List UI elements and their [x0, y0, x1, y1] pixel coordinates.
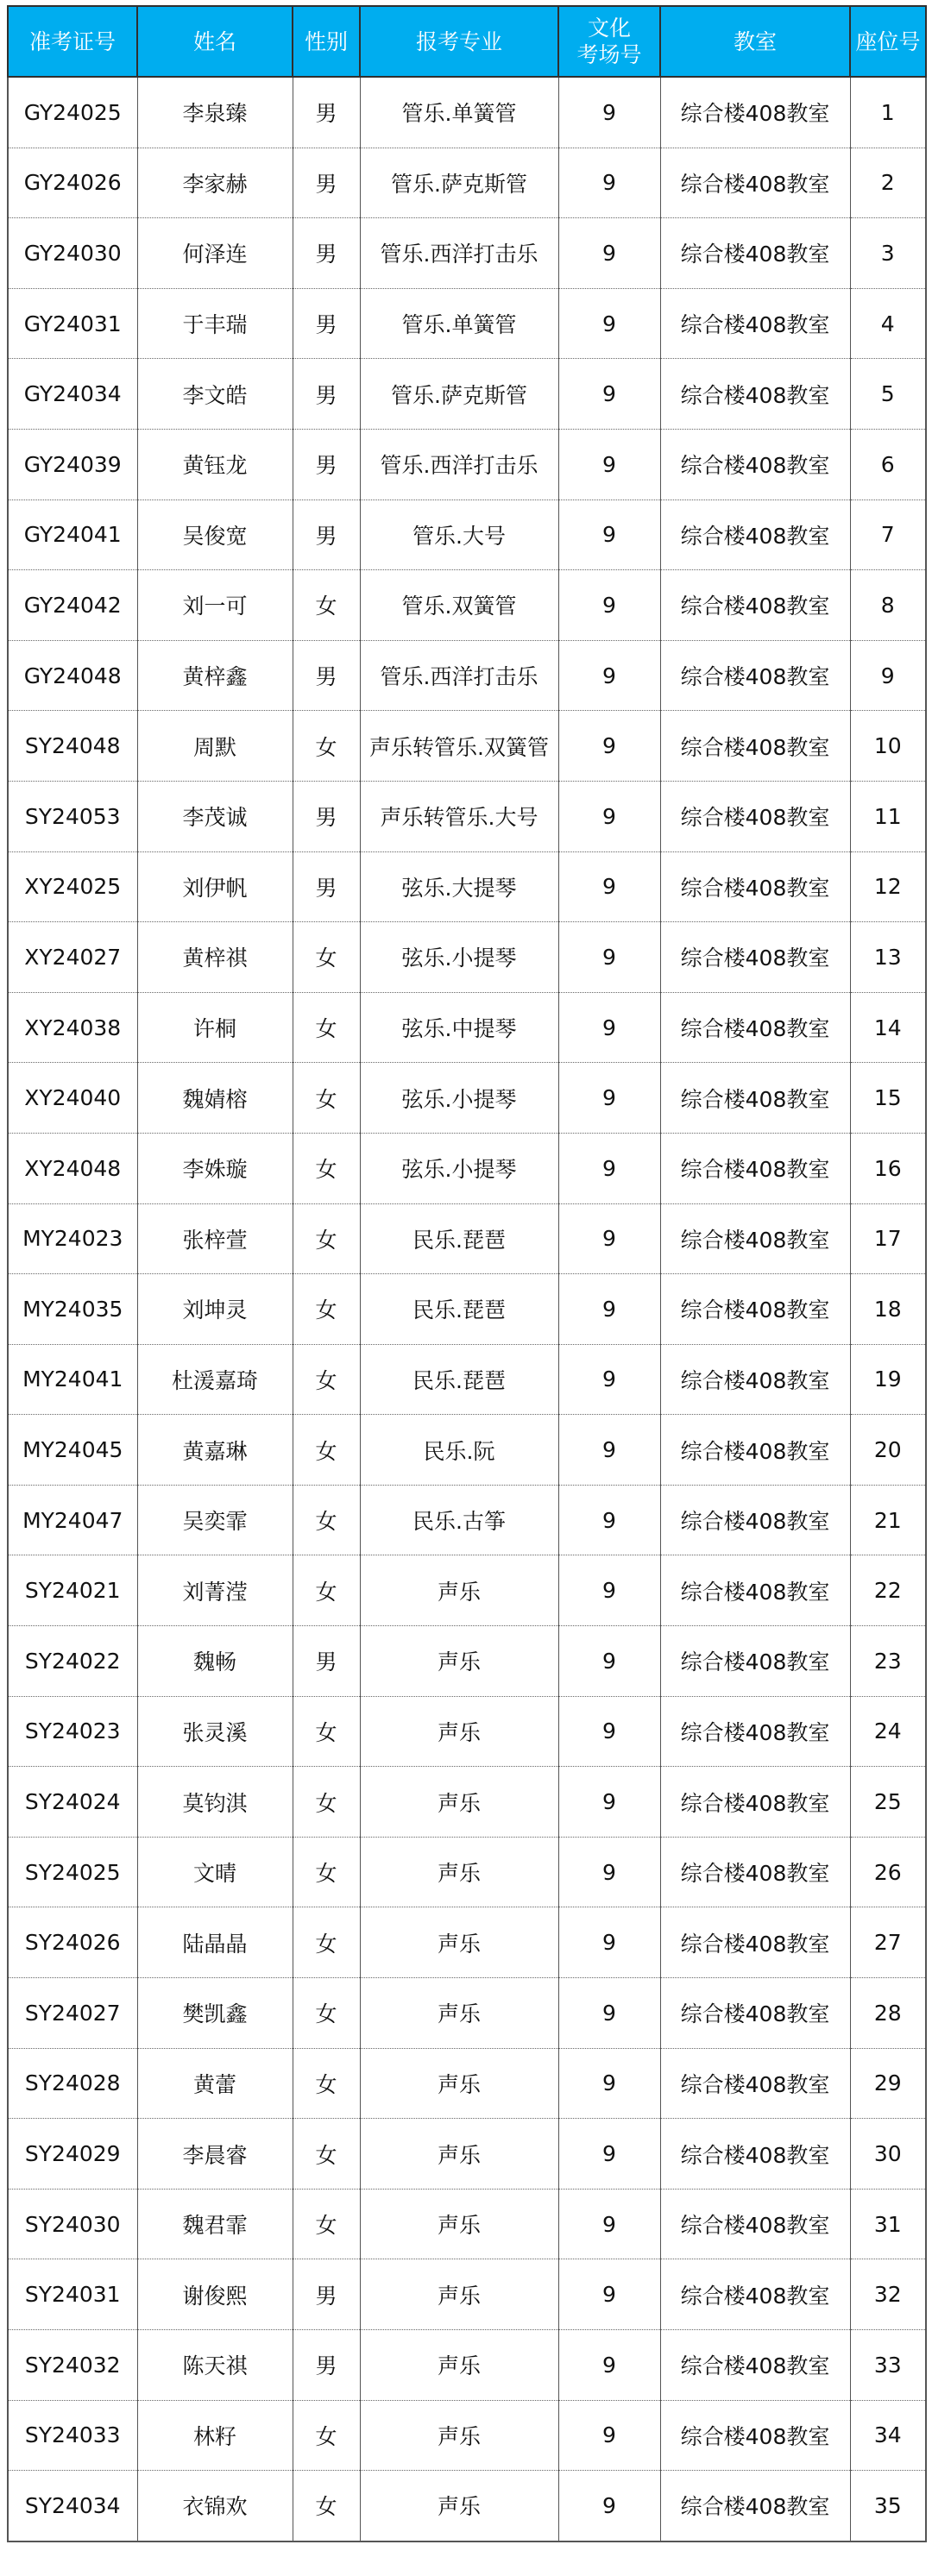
cell-classroom: 综合楼408教室 — [660, 1837, 850, 1907]
table-row — [8, 2259, 926, 2330]
cell-seat-number: 34 — [850, 2400, 926, 2471]
cell-seat-number: 4 — [850, 288, 926, 359]
cell-seat-number: 10 — [850, 711, 926, 782]
cell-seat-number: 9 — [850, 640, 926, 711]
cell-admission-number: GY24030 — [8, 218, 137, 289]
cell-seat-number: 15 — [850, 1063, 926, 1134]
cell-exam-room-number: 9 — [558, 1063, 660, 1134]
header-exam-room-line2: 考场号 — [576, 42, 642, 67]
table-row — [8, 148, 926, 218]
cell-admission-number: MY24035 — [8, 1274, 137, 1345]
cell-name: 黄梓祺 — [137, 922, 293, 993]
table-row — [8, 1203, 926, 1274]
cell-admission-number: GY24042 — [8, 570, 137, 641]
cell-exam-room-number: 9 — [558, 148, 660, 218]
cell-classroom: 综合楼408教室 — [660, 2048, 850, 2119]
cell-name: 莫钧淇 — [137, 1767, 293, 1838]
cell-major: 管乐.大号 — [360, 499, 558, 570]
cell-exam-room-number: 9 — [558, 1485, 660, 1555]
cell-gender: 男 — [293, 640, 360, 711]
cell-name: 魏畅 — [137, 1626, 293, 1697]
cell-exam-room-number: 9 — [558, 499, 660, 570]
table-row — [8, 711, 926, 782]
cell-classroom: 综合楼408教室 — [660, 2189, 850, 2259]
cell-name: 衣锦欢 — [137, 2471, 293, 2541]
cell-seat-number: 21 — [850, 1485, 926, 1555]
cell-name: 吴俊宽 — [137, 499, 293, 570]
cell-classroom: 综合楼408教室 — [660, 1133, 850, 1203]
cell-admission-number: MY24045 — [8, 1415, 137, 1486]
cell-classroom: 综合楼408教室 — [660, 2119, 850, 2190]
cell-exam-room-number: 9 — [558, 922, 660, 993]
cell-exam-room-number: 9 — [558, 1696, 660, 1767]
cell-major: 管乐.西洋打击乐 — [360, 640, 558, 711]
cell-seat-number: 27 — [850, 1907, 926, 1978]
cell-gender: 女 — [293, 570, 360, 641]
cell-gender: 女 — [293, 2400, 360, 2471]
cell-major: 声乐 — [360, 2400, 558, 2471]
cell-name: 周默 — [137, 711, 293, 782]
cell-major: 弦乐.小提琴 — [360, 1133, 558, 1203]
cell-classroom: 综合楼408教室 — [660, 570, 850, 641]
cell-admission-number: SY24023 — [8, 1696, 137, 1767]
cell-admission-number: SY24024 — [8, 1767, 137, 1838]
cell-admission-number: MY24041 — [8, 1344, 137, 1415]
cell-gender: 男 — [293, 2330, 360, 2401]
cell-classroom: 综合楼408教室 — [660, 1415, 850, 1486]
cell-seat-number: 32 — [850, 2259, 926, 2330]
cell-classroom: 综合楼408教室 — [660, 1485, 850, 1555]
cell-classroom: 综合楼408教室 — [660, 499, 850, 570]
cell-seat-number: 18 — [850, 1274, 926, 1345]
cell-name: 黄钰龙 — [137, 429, 293, 499]
cell-seat-number: 7 — [850, 499, 926, 570]
cell-gender: 女 — [293, 2189, 360, 2259]
cell-name: 文晴 — [137, 1837, 293, 1907]
cell-seat-number: 30 — [850, 2119, 926, 2190]
cell-major: 管乐.萨克斯管 — [360, 148, 558, 218]
cell-name: 吴奕霏 — [137, 1485, 293, 1555]
cell-name: 何泽连 — [137, 218, 293, 289]
cell-exam-room-number: 9 — [558, 2259, 660, 2330]
cell-gender: 男 — [293, 851, 360, 922]
table-row — [8, 1485, 926, 1555]
exam-seating-table-container — [7, 5, 925, 2542]
table-row — [8, 2471, 926, 2541]
exam-seating-table — [7, 5, 927, 2542]
cell-major: 声乐转管乐.大号 — [360, 781, 558, 851]
cell-major: 声乐 — [360, 1696, 558, 1767]
cell-major: 管乐.单簧管 — [360, 288, 558, 359]
cell-exam-room-number: 9 — [558, 640, 660, 711]
cell-major: 弦乐.小提琴 — [360, 1063, 558, 1134]
cell-admission-number: GY24048 — [8, 640, 137, 711]
cell-name: 樊凯鑫 — [137, 1978, 293, 2049]
cell-seat-number: 8 — [850, 570, 926, 641]
cell-seat-number: 28 — [850, 1978, 926, 2049]
cell-seat-number: 35 — [850, 2471, 926, 2541]
cell-seat-number: 31 — [850, 2189, 926, 2259]
cell-gender: 男 — [293, 499, 360, 570]
cell-exam-room-number: 9 — [558, 1978, 660, 2049]
cell-major: 弦乐.小提琴 — [360, 922, 558, 993]
cell-classroom: 综合楼408教室 — [660, 1555, 850, 1626]
cell-name: 陆晶晶 — [137, 1907, 293, 1978]
cell-gender: 男 — [293, 1626, 360, 1697]
cell-major: 声乐 — [360, 2119, 558, 2190]
cell-exam-room-number: 9 — [558, 570, 660, 641]
cell-classroom: 综合楼408教室 — [660, 992, 850, 1063]
table-row — [8, 1555, 926, 1626]
cell-name: 杜湲嘉琦 — [137, 1344, 293, 1415]
cell-admission-number: GY24025 — [8, 77, 137, 148]
header-classroom: 教室 — [660, 6, 850, 77]
cell-gender: 男 — [293, 288, 360, 359]
cell-seat-number: 16 — [850, 1133, 926, 1203]
header-exam-room-number — [558, 6, 660, 77]
cell-seat-number: 26 — [850, 1837, 926, 1907]
table-row — [8, 1837, 926, 1907]
cell-name: 林籽 — [137, 2400, 293, 2471]
cell-seat-number: 22 — [850, 1555, 926, 1626]
cell-exam-room-number: 9 — [558, 429, 660, 499]
cell-classroom: 综合楼408教室 — [660, 288, 850, 359]
cell-seat-number: 2 — [850, 148, 926, 218]
cell-name: 许桐 — [137, 992, 293, 1063]
cell-classroom: 综合楼408教室 — [660, 640, 850, 711]
cell-admission-number: SY24022 — [8, 1626, 137, 1697]
cell-major: 声乐 — [360, 2471, 558, 2541]
cell-seat-number: 3 — [850, 218, 926, 289]
cell-name: 李晨睿 — [137, 2119, 293, 2190]
cell-name: 谢俊熙 — [137, 2259, 293, 2330]
cell-major: 声乐 — [360, 1626, 558, 1697]
cell-name: 李茂诚 — [137, 781, 293, 851]
cell-major: 声乐 — [360, 1907, 558, 1978]
cell-exam-room-number: 9 — [558, 77, 660, 148]
cell-name: 魏婧榕 — [137, 1063, 293, 1134]
cell-classroom: 综合楼408教室 — [660, 781, 850, 851]
cell-exam-room-number: 9 — [558, 1203, 660, 1274]
cell-exam-room-number: 9 — [558, 851, 660, 922]
table-row — [8, 992, 926, 1063]
cell-admission-number: SY24034 — [8, 2471, 137, 2541]
cell-major: 民乐.琵琶 — [360, 1274, 558, 1345]
cell-seat-number: 12 — [850, 851, 926, 922]
cell-major: 声乐转管乐.双簧管 — [360, 711, 558, 782]
header-seat-number: 座位号 — [850, 6, 926, 77]
cell-classroom: 综合楼408教室 — [660, 1063, 850, 1134]
cell-name: 李文皓 — [137, 359, 293, 430]
cell-major: 声乐 — [360, 1978, 558, 2049]
cell-admission-number: SY24029 — [8, 2119, 137, 2190]
cell-major: 声乐 — [360, 1837, 558, 1907]
cell-exam-room-number: 9 — [558, 2330, 660, 2401]
table-body — [8, 77, 926, 2541]
table-row — [8, 781, 926, 851]
cell-major: 民乐.琵琶 — [360, 1203, 558, 1274]
cell-gender: 女 — [293, 1767, 360, 1838]
cell-seat-number: 5 — [850, 359, 926, 430]
cell-admission-number: SY24048 — [8, 711, 137, 782]
table-row — [8, 1133, 926, 1203]
cell-classroom: 综合楼408教室 — [660, 2471, 850, 2541]
table-row — [8, 1696, 926, 1767]
cell-name: 张梓萱 — [137, 1203, 293, 1274]
cell-classroom: 综合楼408教室 — [660, 1907, 850, 1978]
table-row — [8, 2189, 926, 2259]
cell-major: 管乐.单簧管 — [360, 77, 558, 148]
cell-gender: 男 — [293, 781, 360, 851]
table-row — [8, 1767, 926, 1838]
cell-admission-number: SY24028 — [8, 2048, 137, 2119]
cell-gender: 男 — [293, 148, 360, 218]
cell-exam-room-number: 9 — [558, 218, 660, 289]
cell-seat-number: 19 — [850, 1344, 926, 1415]
cell-classroom: 综合楼408教室 — [660, 1978, 850, 2049]
table-row — [8, 1344, 926, 1415]
cell-classroom: 综合楼408教室 — [660, 1626, 850, 1697]
cell-exam-room-number: 9 — [558, 2400, 660, 2471]
cell-seat-number: 14 — [850, 992, 926, 1063]
cell-classroom: 综合楼408教室 — [660, 1344, 850, 1415]
cell-major: 声乐 — [360, 1767, 558, 1838]
cell-admission-number: SY24031 — [8, 2259, 137, 2330]
cell-major: 管乐.西洋打击乐 — [360, 429, 558, 499]
cell-gender: 男 — [293, 218, 360, 289]
cell-admission-number: XY24025 — [8, 851, 137, 922]
cell-gender: 女 — [293, 1837, 360, 1907]
cell-admission-number: SY24053 — [8, 781, 137, 851]
cell-exam-room-number: 9 — [558, 1837, 660, 1907]
cell-name: 魏君霏 — [137, 2189, 293, 2259]
cell-gender: 女 — [293, 2119, 360, 2190]
cell-admission-number: SY24033 — [8, 2400, 137, 2471]
cell-classroom: 综合楼408教室 — [660, 2259, 850, 2330]
cell-exam-room-number: 9 — [558, 1344, 660, 1415]
cell-seat-number: 23 — [850, 1626, 926, 1697]
cell-exam-room-number: 9 — [558, 711, 660, 782]
cell-classroom: 综合楼408教室 — [660, 711, 850, 782]
cell-classroom: 综合楼408教室 — [660, 359, 850, 430]
cell-name: 刘菁滢 — [137, 1555, 293, 1626]
cell-major: 弦乐.中提琴 — [360, 992, 558, 1063]
table-row — [8, 1626, 926, 1697]
header-major: 报考专业 — [360, 6, 558, 77]
cell-gender: 女 — [293, 2471, 360, 2541]
cell-gender: 女 — [293, 1133, 360, 1203]
cell-name: 黄蕾 — [137, 2048, 293, 2119]
cell-name: 黄梓鑫 — [137, 640, 293, 711]
table-row — [8, 429, 926, 499]
cell-classroom: 综合楼408教室 — [660, 218, 850, 289]
cell-admission-number: SY24027 — [8, 1978, 137, 2049]
cell-gender: 女 — [293, 2048, 360, 2119]
cell-exam-room-number: 9 — [558, 1133, 660, 1203]
cell-name: 于丰瑞 — [137, 288, 293, 359]
cell-admission-number: GY24034 — [8, 359, 137, 430]
cell-seat-number: 20 — [850, 1415, 926, 1486]
table-row — [8, 1415, 926, 1486]
cell-exam-room-number: 9 — [558, 1767, 660, 1838]
cell-classroom: 综合楼408教室 — [660, 1203, 850, 1274]
header-admission-number: 准考证号 — [8, 6, 137, 77]
cell-admission-number: SY24026 — [8, 1907, 137, 1978]
cell-gender: 女 — [293, 1555, 360, 1626]
cell-name: 李家赫 — [137, 148, 293, 218]
cell-admission-number: SY24021 — [8, 1555, 137, 1626]
cell-exam-room-number: 9 — [558, 1626, 660, 1697]
cell-seat-number: 17 — [850, 1203, 926, 1274]
cell-admission-number: GY24039 — [8, 429, 137, 499]
cell-gender: 女 — [293, 1203, 360, 1274]
cell-exam-room-number: 9 — [558, 2119, 660, 2190]
cell-major: 声乐 — [360, 2048, 558, 2119]
cell-classroom: 综合楼408教室 — [660, 2400, 850, 2471]
cell-admission-number: GY24041 — [8, 499, 137, 570]
cell-major: 声乐 — [360, 2330, 558, 2401]
cell-gender: 女 — [293, 922, 360, 993]
table-row — [8, 1907, 926, 1978]
table-row — [8, 359, 926, 430]
table-row — [8, 2048, 926, 2119]
cell-exam-room-number: 9 — [558, 1415, 660, 1486]
cell-seat-number: 29 — [850, 2048, 926, 2119]
cell-exam-room-number: 9 — [558, 2189, 660, 2259]
cell-admission-number: MY24023 — [8, 1203, 137, 1274]
table-row — [8, 77, 926, 148]
table-row — [8, 851, 926, 922]
cell-exam-room-number: 9 — [558, 781, 660, 851]
table-header-row — [8, 6, 926, 77]
table-row — [8, 2400, 926, 2471]
table-row — [8, 218, 926, 289]
cell-exam-room-number: 9 — [558, 2048, 660, 2119]
cell-name: 黄嘉琳 — [137, 1415, 293, 1486]
table-row — [8, 2330, 926, 2401]
cell-gender: 男 — [293, 77, 360, 148]
cell-admission-number: SY24025 — [8, 1837, 137, 1907]
cell-admission-number: XY24040 — [8, 1063, 137, 1134]
table-row — [8, 1274, 926, 1345]
table-row — [8, 1978, 926, 2049]
cell-admission-number: GY24026 — [8, 148, 137, 218]
cell-classroom: 综合楼408教室 — [660, 1767, 850, 1838]
cell-name: 刘坤灵 — [137, 1274, 293, 1345]
cell-exam-room-number: 9 — [558, 1555, 660, 1626]
cell-seat-number: 24 — [850, 1696, 926, 1767]
cell-admission-number: XY24048 — [8, 1133, 137, 1203]
cell-seat-number: 6 — [850, 429, 926, 499]
cell-seat-number: 13 — [850, 922, 926, 993]
cell-name: 李泉臻 — [137, 77, 293, 148]
cell-gender: 女 — [293, 1063, 360, 1134]
cell-admission-number: SY24030 — [8, 2189, 137, 2259]
cell-exam-room-number: 9 — [558, 288, 660, 359]
header-exam-room-line1: 文化 — [587, 16, 631, 41]
cell-major: 民乐.古筝 — [360, 1485, 558, 1555]
cell-admission-number: MY24047 — [8, 1485, 137, 1555]
cell-seat-number: 25 — [850, 1767, 926, 1838]
table-row — [8, 922, 926, 993]
cell-seat-number: 33 — [850, 2330, 926, 2401]
cell-gender: 女 — [293, 1415, 360, 1486]
cell-major: 管乐.双簧管 — [360, 570, 558, 641]
cell-classroom: 综合楼408教室 — [660, 148, 850, 218]
table-row — [8, 2119, 926, 2190]
cell-exam-room-number: 9 — [558, 1907, 660, 1978]
cell-classroom: 综合楼408教室 — [660, 429, 850, 499]
cell-gender: 女 — [293, 1274, 360, 1345]
cell-name: 张灵溪 — [137, 1696, 293, 1767]
header-gender: 性别 — [293, 6, 360, 77]
header-name: 姓名 — [137, 6, 293, 77]
cell-exam-room-number: 9 — [558, 1274, 660, 1345]
cell-gender: 女 — [293, 1978, 360, 2049]
cell-gender: 女 — [293, 1485, 360, 1555]
cell-gender: 女 — [293, 711, 360, 782]
cell-gender: 女 — [293, 1344, 360, 1415]
cell-major: 民乐.阮 — [360, 1415, 558, 1486]
cell-major: 民乐.琵琶 — [360, 1344, 558, 1415]
table-row — [8, 288, 926, 359]
cell-gender: 女 — [293, 992, 360, 1063]
cell-admission-number: XY24027 — [8, 922, 137, 993]
cell-name: 刘一可 — [137, 570, 293, 641]
cell-classroom: 综合楼408教室 — [660, 851, 850, 922]
cell-major: 弦乐.大提琴 — [360, 851, 558, 922]
cell-major: 声乐 — [360, 1555, 558, 1626]
cell-name: 陈天祺 — [137, 2330, 293, 2401]
table-row — [8, 1063, 926, 1134]
cell-exam-room-number: 9 — [558, 2471, 660, 2541]
table-row — [8, 640, 926, 711]
cell-classroom: 综合楼408教室 — [660, 2330, 850, 2401]
cell-admission-number: SY24032 — [8, 2330, 137, 2401]
cell-major: 声乐 — [360, 2259, 558, 2330]
cell-classroom: 综合楼408教室 — [660, 1696, 850, 1767]
cell-major: 管乐.西洋打击乐 — [360, 218, 558, 289]
cell-seat-number: 1 — [850, 77, 926, 148]
table-row — [8, 570, 926, 641]
cell-name: 李姝璇 — [137, 1133, 293, 1203]
cell-name: 刘伊帆 — [137, 851, 293, 922]
cell-gender: 男 — [293, 359, 360, 430]
cell-classroom: 综合楼408教室 — [660, 77, 850, 148]
cell-gender: 男 — [293, 429, 360, 499]
cell-admission-number: XY24038 — [8, 992, 137, 1063]
cell-classroom: 综合楼408教室 — [660, 1274, 850, 1345]
cell-major: 管乐.萨克斯管 — [360, 359, 558, 430]
cell-exam-room-number: 9 — [558, 359, 660, 430]
cell-major: 声乐 — [360, 2189, 558, 2259]
cell-seat-number: 11 — [850, 781, 926, 851]
cell-gender: 女 — [293, 1696, 360, 1767]
cell-classroom: 综合楼408教室 — [660, 922, 850, 993]
cell-admission-number: GY24031 — [8, 288, 137, 359]
table-row — [8, 499, 926, 570]
cell-gender: 男 — [293, 2259, 360, 2330]
cell-exam-room-number: 9 — [558, 992, 660, 1063]
cell-gender: 女 — [293, 1907, 360, 1978]
